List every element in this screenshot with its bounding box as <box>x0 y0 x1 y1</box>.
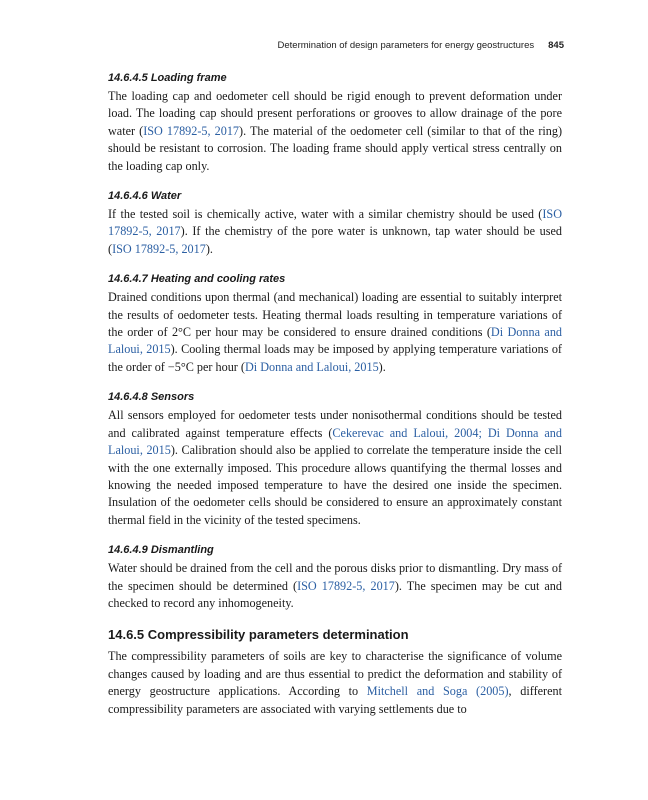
citation-link[interactable]: ISO 17892-5, 2017 <box>143 123 240 138</box>
citation-link[interactable]: ISO 17892-5, 2017 <box>108 207 562 239</box>
section-paragraph <box>108 648 562 718</box>
text-run: The loading cap and oedometer cell should be rigid enough to prevent deformation under load. The loading cap should present perforations or grooves to allow drainage of the pore water ( <box>108 89 562 138</box>
text-run: If the tested soil is chemically active, water with a similar chemistry should be used ( <box>108 207 543 222</box>
section-heading: 14.6.4.9 Dismantling <box>108 544 214 557</box>
text-run: Drained conditions upon thermal (and mechanical) loading are essential to suitably interpret the results of oedometer tests. Heating thermal loads resulting in temperature variations of the order of 2°C per hour may be considered to ensure drained conditions ( <box>108 290 562 340</box>
section-paragraph <box>108 289 562 376</box>
text-run: ). The material of the oedometer cell (similar to that of the ring) should be resistant to corrosion. The loading frame should apply vertical stress centrally on the loading cap only. <box>108 123 563 173</box>
section-paragraph <box>108 560 562 612</box>
section-compressibility-parameters <box>108 626 562 718</box>
section-paragraph <box>108 206 562 258</box>
citation-link[interactable]: Di Donna and Laloui, 2015 <box>108 325 563 357</box>
section-water <box>108 189 562 258</box>
section-paragraph <box>108 407 562 529</box>
citation-link[interactable]: ISO 17892-5, 2017 <box>297 578 395 593</box>
section-heading: 14.6.4.7 Heating and cooling rates <box>108 273 286 286</box>
text-run: All sensors employed for oedometer tests under nonisothermal conditions should be tested and calibrated against temperature effects ( <box>108 408 562 440</box>
section-heading: 14.6.4.5 Loading frame <box>108 72 227 84</box>
text-run: The compressibility parameters of soils are key to characterise the significance of volume changes caused by loading and are thus essential to predict the deformation and stability of energy geostructure applications. According to <box>108 649 562 699</box>
text-run: , different compressibility parameters are associated with varying settlements due to <box>108 684 563 716</box>
section-sensors <box>108 390 562 529</box>
citation-link[interactable]: Cekerevac and Laloui, 2004; Di Donna and Laloui, 2015 <box>108 425 562 458</box>
citation-link[interactable]: Di Donna and Laloui, 2015 <box>244 359 379 374</box>
page-number: 845 <box>548 40 564 51</box>
citation-link[interactable]: ISO 17892-5, 2017 <box>112 241 206 256</box>
running-header <box>108 40 564 51</box>
text-run: ). Calibration should also be applied to correlate the temperature inside the cell with the one externally imposed. This procedure allows quantifying the thermal losses and knowing the needed imposed temperature to have the desired one inside the specimen. Insulation of the oedometer cells should be considered to ensure an approximately constant thermal field in the vicinity of the tested specimens. <box>108 443 562 527</box>
text-run: ). <box>378 359 386 374</box>
text-run: Water should be drained from the cell and the porous disks prior to dismantling. Dry mass of the specimen should be determined ( <box>108 561 562 593</box>
section-paragraph <box>108 88 562 175</box>
section-loading-frame <box>108 71 562 175</box>
section-heading: 14.6.4.6 Water <box>108 190 182 203</box>
text-run: ). <box>205 241 213 256</box>
citation-link[interactable]: Mitchell and Soga (2005) <box>366 684 509 699</box>
running-title: Determination of design parameters for energy geostructures <box>277 40 535 51</box>
section-heading: 14.6.4.8 Sensors <box>108 391 195 404</box>
text-run: ). If the chemistry of the pore water is unknown, tap water should be used ( <box>108 224 562 256</box>
page-body <box>108 71 562 732</box>
text-run: ). Cooling thermal loads may be imposed by applying temperature variations of the order of −5°C per hour ( <box>108 342 562 374</box>
text-run: ). The specimen may be cut and checked to record any inhomogeneity. <box>108 578 562 610</box>
section-dismantling <box>108 543 562 612</box>
section-heading: 14.6.5 Compressibility parameters determination <box>108 627 409 643</box>
section-heating-cooling-rates <box>108 272 562 376</box>
